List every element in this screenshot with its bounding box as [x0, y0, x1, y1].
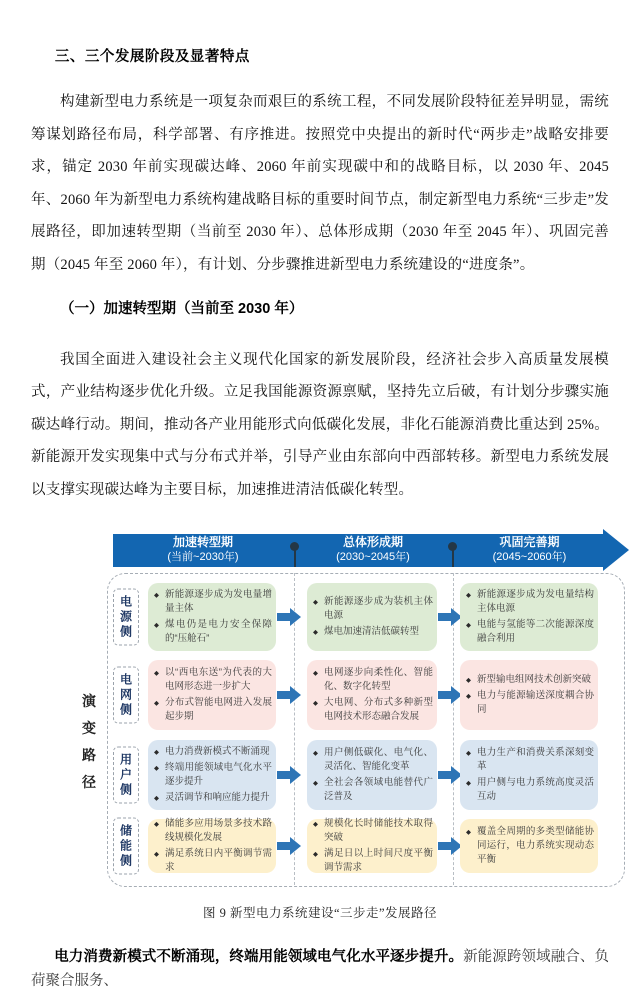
flow-arrow-icon: [438, 686, 462, 704]
flow-arrow-icon: [277, 686, 301, 704]
cell-grid-stage1: [148, 660, 276, 730]
cell-storage-stage3: [460, 819, 598, 873]
bullet-item: ◆ 新能源逐步成为发电量结构主体电源: [466, 588, 594, 616]
paragraph-intro: 构建新型电力系统是一项复杂而艰巨的系统工程，不同发展阶段特征差异明显，需统筹谋划路径布局，科学部署、有序推进。按照党中央提出的新时代“两步走”战略安排要求，锚定 2030 年前实现碳达峰、2060 年前实现碳中和的战略目标，以 2030 年、2045 年、2060 年为新型电力系统构建战略目标的重要时间节点，制定新型电力系统“三步走”发展路径，即加速转型期（当前至 2030 年）、总体形成期（2030 年至 2045 年）、巩固完善期（2045 年至 2060 年），有计划、分步骤推进新型电力系统建设的“进度条”。: [31, 94, 609, 273]
flow-arrow-icon: [277, 608, 301, 626]
flow-arrow-icon: [438, 837, 462, 855]
row-grid: [31, 660, 640, 730]
cell-storage-stage2: [307, 819, 437, 873]
cell-storage-stage1: [148, 819, 276, 873]
timeline-dot-stem: [294, 549, 296, 567]
row-power-source: [31, 583, 640, 651]
bullet-item: ◆ 终端用能领域电气化水平逐步提升: [154, 761, 272, 789]
bullet-item: ◆ 煤电加速清洁低碳转型: [313, 625, 433, 639]
stage-2-name: 总体形成期: [342, 534, 403, 549]
three-step-roadmap-figure: [31, 531, 640, 889]
flow-arrow-icon: [277, 837, 301, 855]
bullet-item: ◆ 电力消费新模式不断涌现: [154, 745, 272, 759]
cell-user-stage2: [307, 740, 437, 810]
flow-arrow-icon: [438, 766, 462, 784]
bullet-item: ◆ 储能多应用场景多技术路线规模化发展: [154, 817, 272, 845]
row-label-grid: 电网侧: [113, 666, 139, 723]
bullet-item: ◆ 新能源逐步成为装机主体电源: [313, 595, 433, 623]
bullet-item: ◆ 新型输电组网技术创新突破: [466, 673, 594, 687]
stage-label-3: [453, 535, 606, 568]
cell-power-source-stage3: [460, 583, 598, 651]
bullet-item: ◆ 分布式智能电网进入发展起步期: [154, 696, 272, 724]
stage-label-1: [113, 535, 293, 568]
row-label-storage: 储能侧: [113, 817, 139, 874]
paragraph-closing: [31, 945, 609, 993]
stage-3-name: 巩固完善期: [499, 534, 560, 549]
cell-grid-stage2: [307, 660, 437, 730]
bullet-item: ◆ 满足系统日内平衡调节需求: [154, 847, 272, 875]
cell-user-stage3: [460, 740, 598, 810]
row-label-user: 用户侧: [113, 746, 139, 803]
stage-1-period: (当前~2030年): [167, 550, 239, 563]
evolution-path-label: 演变路径: [82, 694, 96, 791]
bullet-item: ◆ 用户侧低碳化、电气化、灵活化、智能化变革: [313, 746, 433, 774]
cell-power-source-stage2: [307, 583, 437, 651]
section-heading: 三、三个发展阶段及显著特点: [54, 49, 250, 65]
closing-regular-text: 新能源跨领域融合、负荷聚合服务、: [31, 948, 610, 989]
row-label-power-source: 电源侧: [113, 588, 139, 645]
subsection-heading: （一）加速转型期（当前至 2030 年）: [60, 300, 304, 317]
cell-user-stage1: [148, 740, 276, 810]
bullet-item: ◆ 大电网、分布式多种新型电网技术形态融合发展: [313, 696, 433, 724]
bullet-item: ◆ 灵活调节和响应能力提升: [154, 791, 272, 805]
stage-2-period: (2030~2045年): [336, 550, 410, 563]
timeline-arrowhead-icon: [603, 529, 629, 571]
stage-3-period: (2045~2060年): [492, 550, 567, 563]
figure-caption: 图 9 新型电力系统建设“三步走”发展路径: [202, 905, 438, 920]
cell-grid-stage3: [460, 660, 598, 730]
closing-bold-text: 电力消费新模式不断涌现，终端用能领域电气化水平逐步提升。: [54, 948, 464, 965]
bullet-item: ◆ 全社会各领域电能替代广泛普及: [313, 776, 433, 804]
cell-power-source-stage1: [148, 583, 276, 651]
row-storage: [31, 819, 640, 873]
bullet-item: ◆ 满足日以上时间尺度平衡调节需求: [313, 847, 433, 875]
timeline-dot-stem: [452, 549, 454, 567]
bullet-item: ◆ 电力与能源输送深度耦合协同: [466, 689, 594, 717]
bullet-item: ◆ 电能与氢能等二次能源深度融合利用: [466, 618, 594, 646]
bullet-item: ◆ 新能源逐步成为发电量增量主体: [154, 588, 272, 616]
bullet-item: ◆ 用户侧与电力系统高度灵活互动: [466, 776, 594, 804]
stage-1-name: 加速转型期: [172, 534, 233, 549]
bullet-item: ◆ 以“西电东送”为代表的大电网形态进一步扩大: [154, 666, 272, 694]
flow-arrow-icon: [438, 608, 462, 626]
bullet-item: ◆ 覆盖全周期的多类型储能协同运行，电力系统实现动态平衡: [466, 825, 594, 867]
bullet-item: ◆ 电网逐步向柔性化、智能化、数字化转型: [313, 666, 433, 694]
bullet-item: ◆ 规模化长时储能技术取得突破: [313, 817, 433, 845]
paragraph-stage1: 我国全面进入建设社会主义现代化国家的新发展阶段，经济社会步入高质量发展模式，产业结构逐步优化升级。立足我国能源资源禀赋，坚持先立后破，有计划分步骤实施碳达峰行动。期间，推动各产业用能形式向低碳化发展，非化石能源消费比重达到 25%。新能源开发实现集中式与分布式并举，引导产业由东部向中西部转移。新型电力系统发展以支撑实现碳达峰为主要目标，加速推进清洁低碳化转型。: [31, 351, 609, 498]
flow-arrow-icon: [277, 766, 301, 784]
document-page: [0, 45, 640, 993]
bullet-item: ◆ 电力生产和消费关系深刻变革: [466, 746, 594, 774]
bullet-item: ◆ 煤电仍是电力安全保障的“压舱石”: [154, 618, 272, 646]
row-user: [31, 740, 640, 810]
stage-label-2: [293, 535, 453, 568]
